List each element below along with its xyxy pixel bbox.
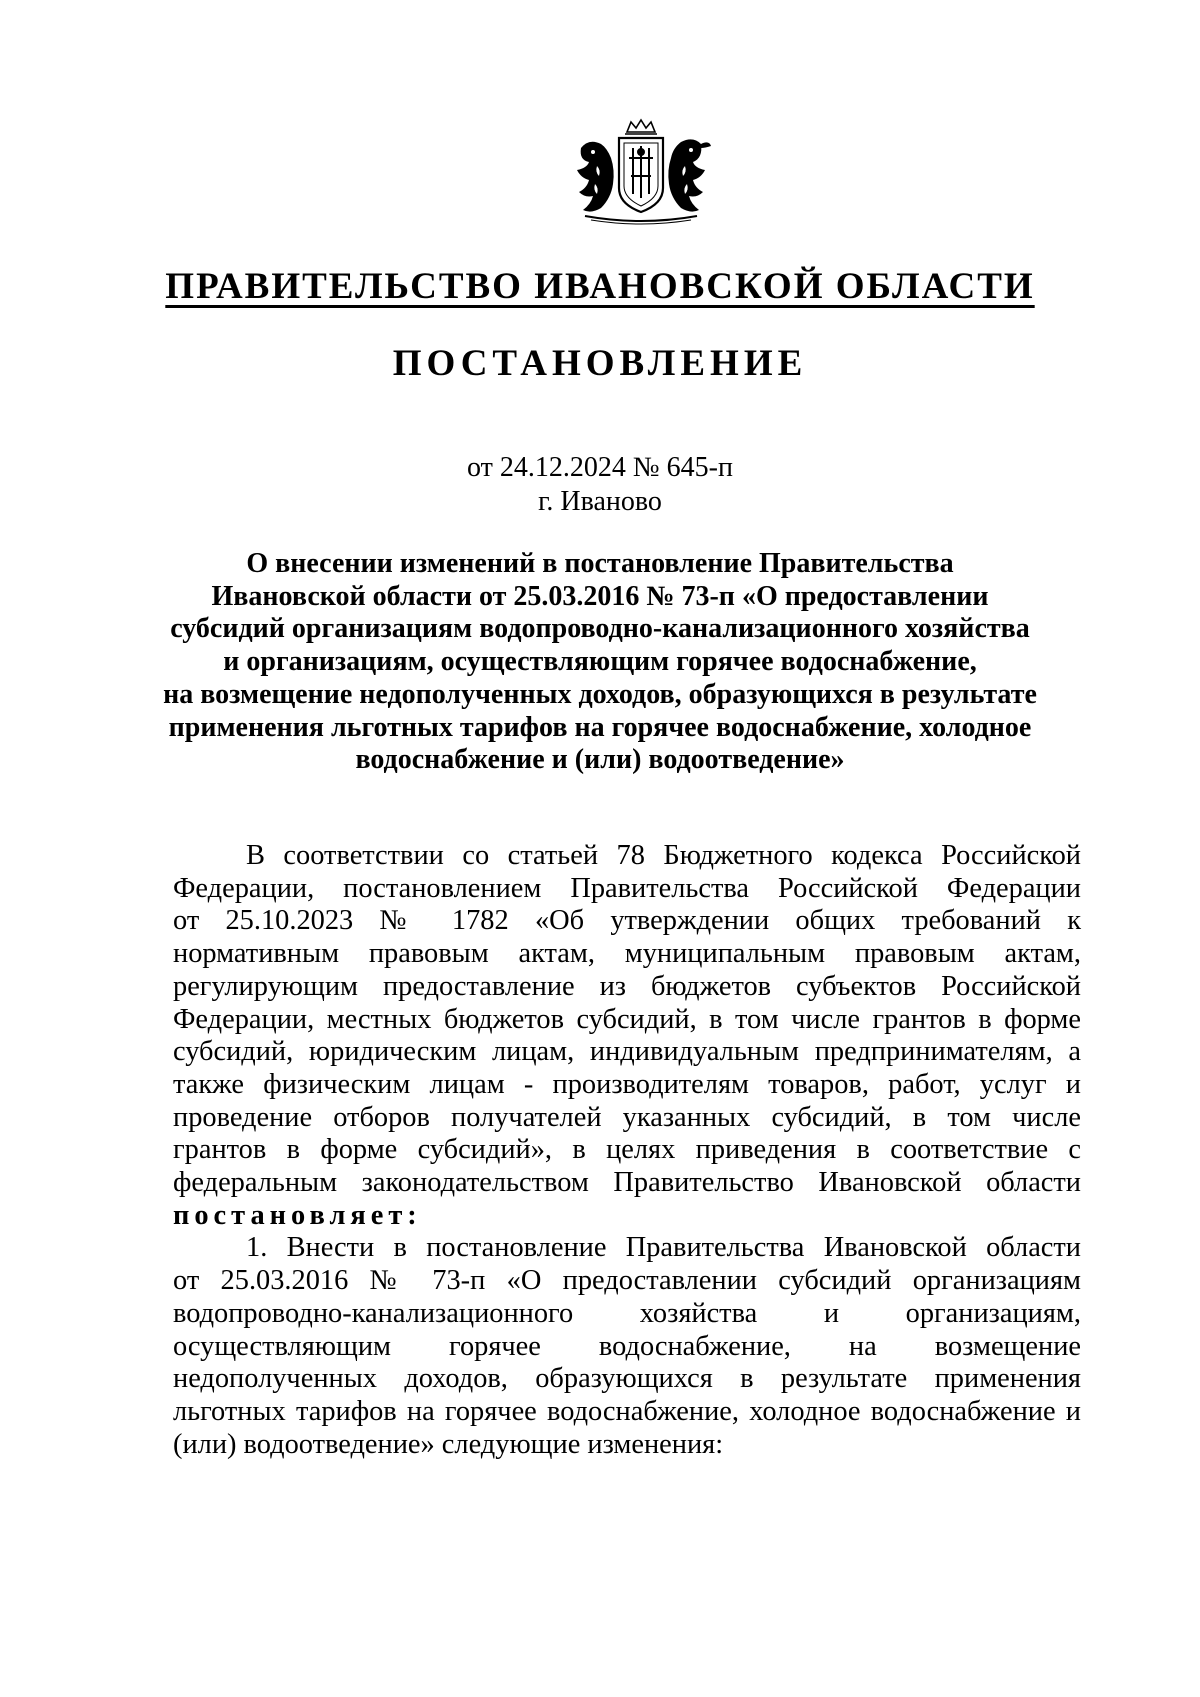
body-line: осуществляющим горячее водоснабжение, на возмещение [173,1330,1081,1362]
decree-title [120,548,1080,777]
government-name [120,262,1080,312]
paragraph-item-1 [173,1232,1081,1461]
title-line: водоснабжение и (или) водоотведение» [355,744,845,776]
document-body [173,840,1081,1461]
body-line: субсидий, юридическим лицам, индивидуальным предпринимателям, а [173,1036,1081,1068]
decree-word: постановляет: [173,1199,422,1231]
body-line: Федерации, местных бюджетов субсидий, в том числе грантов в форме [173,1003,1081,1035]
city: г. Иваново [538,486,662,517]
body-line: водопроводно-канализационного хозяйства и организациям, [173,1297,1081,1329]
government-name-text: ПРАВИТЕЛЬСТВО ИВАНОВСКОЙ ОБЛАСТИ [165,266,1035,307]
body-line: (или) водоотведение» следующие изменения: [173,1428,724,1460]
body-line: нормативным правовым актам, муниципальным правовым актам, [173,938,1081,970]
title-line: Ивановской области от 25.03.2016 № 73-п «О предоставлении [211,580,989,612]
paragraph-preamble [173,840,1081,1232]
body-line: также физическим лицам - производителям товаров, работ, услуг и [173,1068,1081,1100]
body-line: регулирующим предоставление из бюджетов субъектов Российской [173,970,1081,1002]
body-line: В соответствии со статьей 78 Бюджетного кодекса Российской [246,840,1081,871]
body-line: грантов в форме субсидий», в целях приведения в соответствие с [173,1134,1081,1166]
body-line: от 25.03.2016 № 73-п «О предоставлении субсидий организациям [173,1265,1081,1297]
body-line: федеральным законодательством Правительство Ивановской области [173,1167,1081,1199]
body-line: от 25.10.2023 № 1782 «Об утверждении общих требований к [173,905,1081,937]
coat-of-arms-icon [561,118,721,226]
title-line: О внесении изменений в постановление Правительства [246,548,954,579]
body-line: проведение отборов получателей указанных субсидий, в том числе [173,1101,1081,1133]
title-line: на возмещение недополученных доходов, образующихся в результате [163,678,1037,710]
date-and-number: от 24.12.2024 № 645-п [467,452,733,483]
document-type: ПОСТАНОВЛЕНИЕ [392,343,808,384]
body-line: Федерации, постановлением Правительства Российской Федерации [173,872,1081,904]
body-line: льготных тарифов на горячее водоснабжение, холодное водоснабжение и [173,1395,1081,1427]
title-line: и организациям, осуществляющим горячее водоснабжение, [223,646,977,678]
title-line: применения льготных тарифов на горячее водоснабжение, холодное [168,711,1032,743]
body-line: 1. Внести в постановление Правительства Ивановской области [246,1232,1081,1264]
body-line: недополученных доходов, образующихся в результате применения [173,1363,1081,1395]
title-line: субсидий организациям водопроводно-канализационного хозяйства [170,613,1030,645]
